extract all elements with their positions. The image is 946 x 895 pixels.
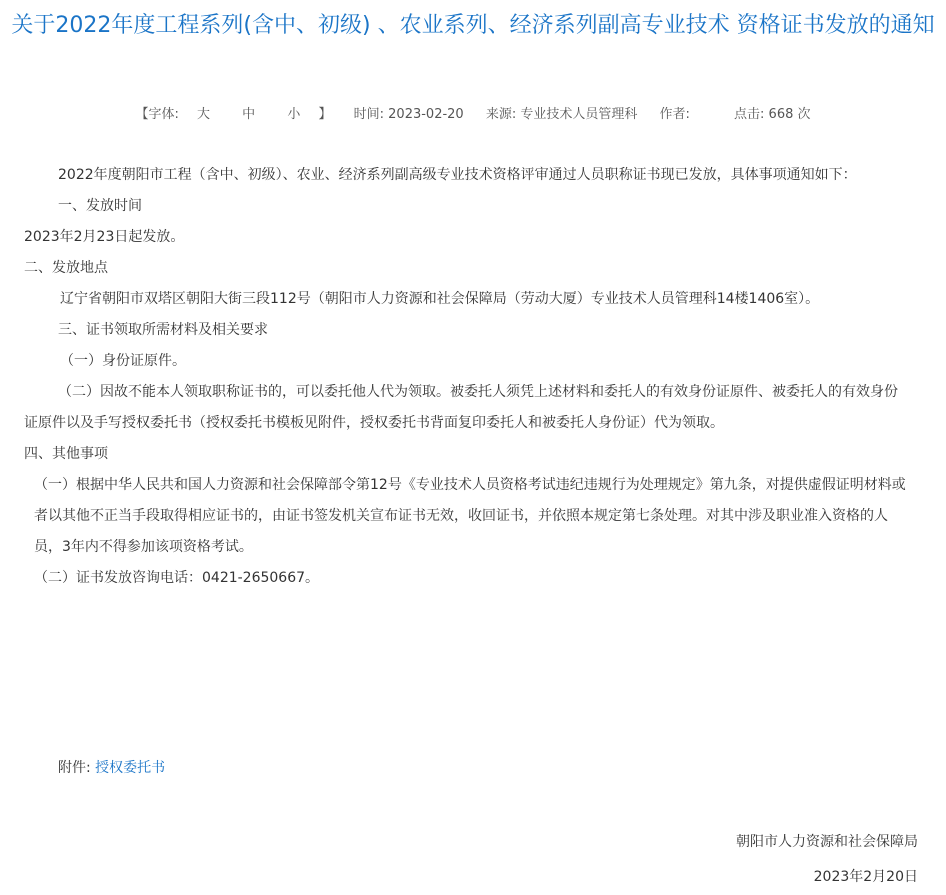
click-count: 点击: 668 次 xyxy=(734,107,811,122)
signature-block xyxy=(736,825,918,895)
paragraph-intro: 2022年度朝阳市工程（含中、初级）、农业、经济系列副高级专业技术资格评审通过人员职称证书现已发放，具体事项通知如下： xyxy=(58,167,857,183)
section-heading-time: 一、发放时间 xyxy=(58,198,142,214)
paragraph-materials-2: （二）因故不能本人领取职称证书的，可以委托他人代为领取。被委托人须凭上述材料和委托人的有效身份证原件、被委托人的有效身份证原件以及手写授权委托书（授权委托书模板见附件，授权委托书背面复印委托人和被委托人身份证）代为领取。 xyxy=(24,384,898,431)
paragraph-location: 辽宁省朝阳市双塔区朝阳大街三段112号（朝阳市人力资源和社会保障局（劳动大厦）专业技术人员管理科14楼1406室）。 xyxy=(60,291,820,307)
font-size-small-link[interactable]: 小 xyxy=(287,107,301,122)
paragraph-other-1: （一）根据中华人民共和国人力资源和社会保障部令第12号《专业技术人员资格考试违纪违规行为处理规定》第九条，对提供虚假证明材料或者以其他不正当手段取得相应证书的，由证书签发机关宣布证书无效，收回证书，并依照本规定第七条处理。对其中涉及职业准入资格的人员，3年内不得参加该项资格考试。 xyxy=(34,477,906,555)
attachment-row xyxy=(58,757,165,777)
paragraph-time: 2023年2月23日起发放。 xyxy=(24,229,185,245)
section-heading-location: 二、发放地点 xyxy=(24,260,108,276)
article-author: 作者: xyxy=(659,107,690,122)
attachment-label: 附件: xyxy=(58,760,91,776)
font-size-large-link[interactable]: 大 xyxy=(197,107,211,122)
font-size-medium-link[interactable]: 中 xyxy=(242,107,256,122)
attachment-link[interactable]: 授权委托书 xyxy=(95,760,166,776)
paragraph-materials-1: （一）身份证原件。 xyxy=(60,353,186,369)
article-source: 来源: 专业技术人员管理科 xyxy=(485,107,638,122)
paragraph-other-2: （二）证书发放咨询电话：0421-2650667。 xyxy=(34,570,320,586)
article-body xyxy=(24,160,908,594)
section-heading-materials: 三、证书领取所需材料及相关要求 xyxy=(58,322,268,338)
font-size-close: 】 xyxy=(318,107,332,122)
font-size-label: 【字体: xyxy=(135,107,179,122)
article-meta xyxy=(0,103,946,122)
section-heading-other: 四、其他事项 xyxy=(24,446,108,462)
signature-org: 朝阳市人力资源和社会保障局 xyxy=(736,834,918,850)
publish-time: 时间: 2023-02-20 xyxy=(353,107,464,122)
signature-date: 2023年2月20日 xyxy=(813,869,918,885)
article-title: 关于2022年度工程系列(含中、初级) 、农业系列、经济系列副高专业技术 资格证书发放的通知 xyxy=(11,13,935,38)
